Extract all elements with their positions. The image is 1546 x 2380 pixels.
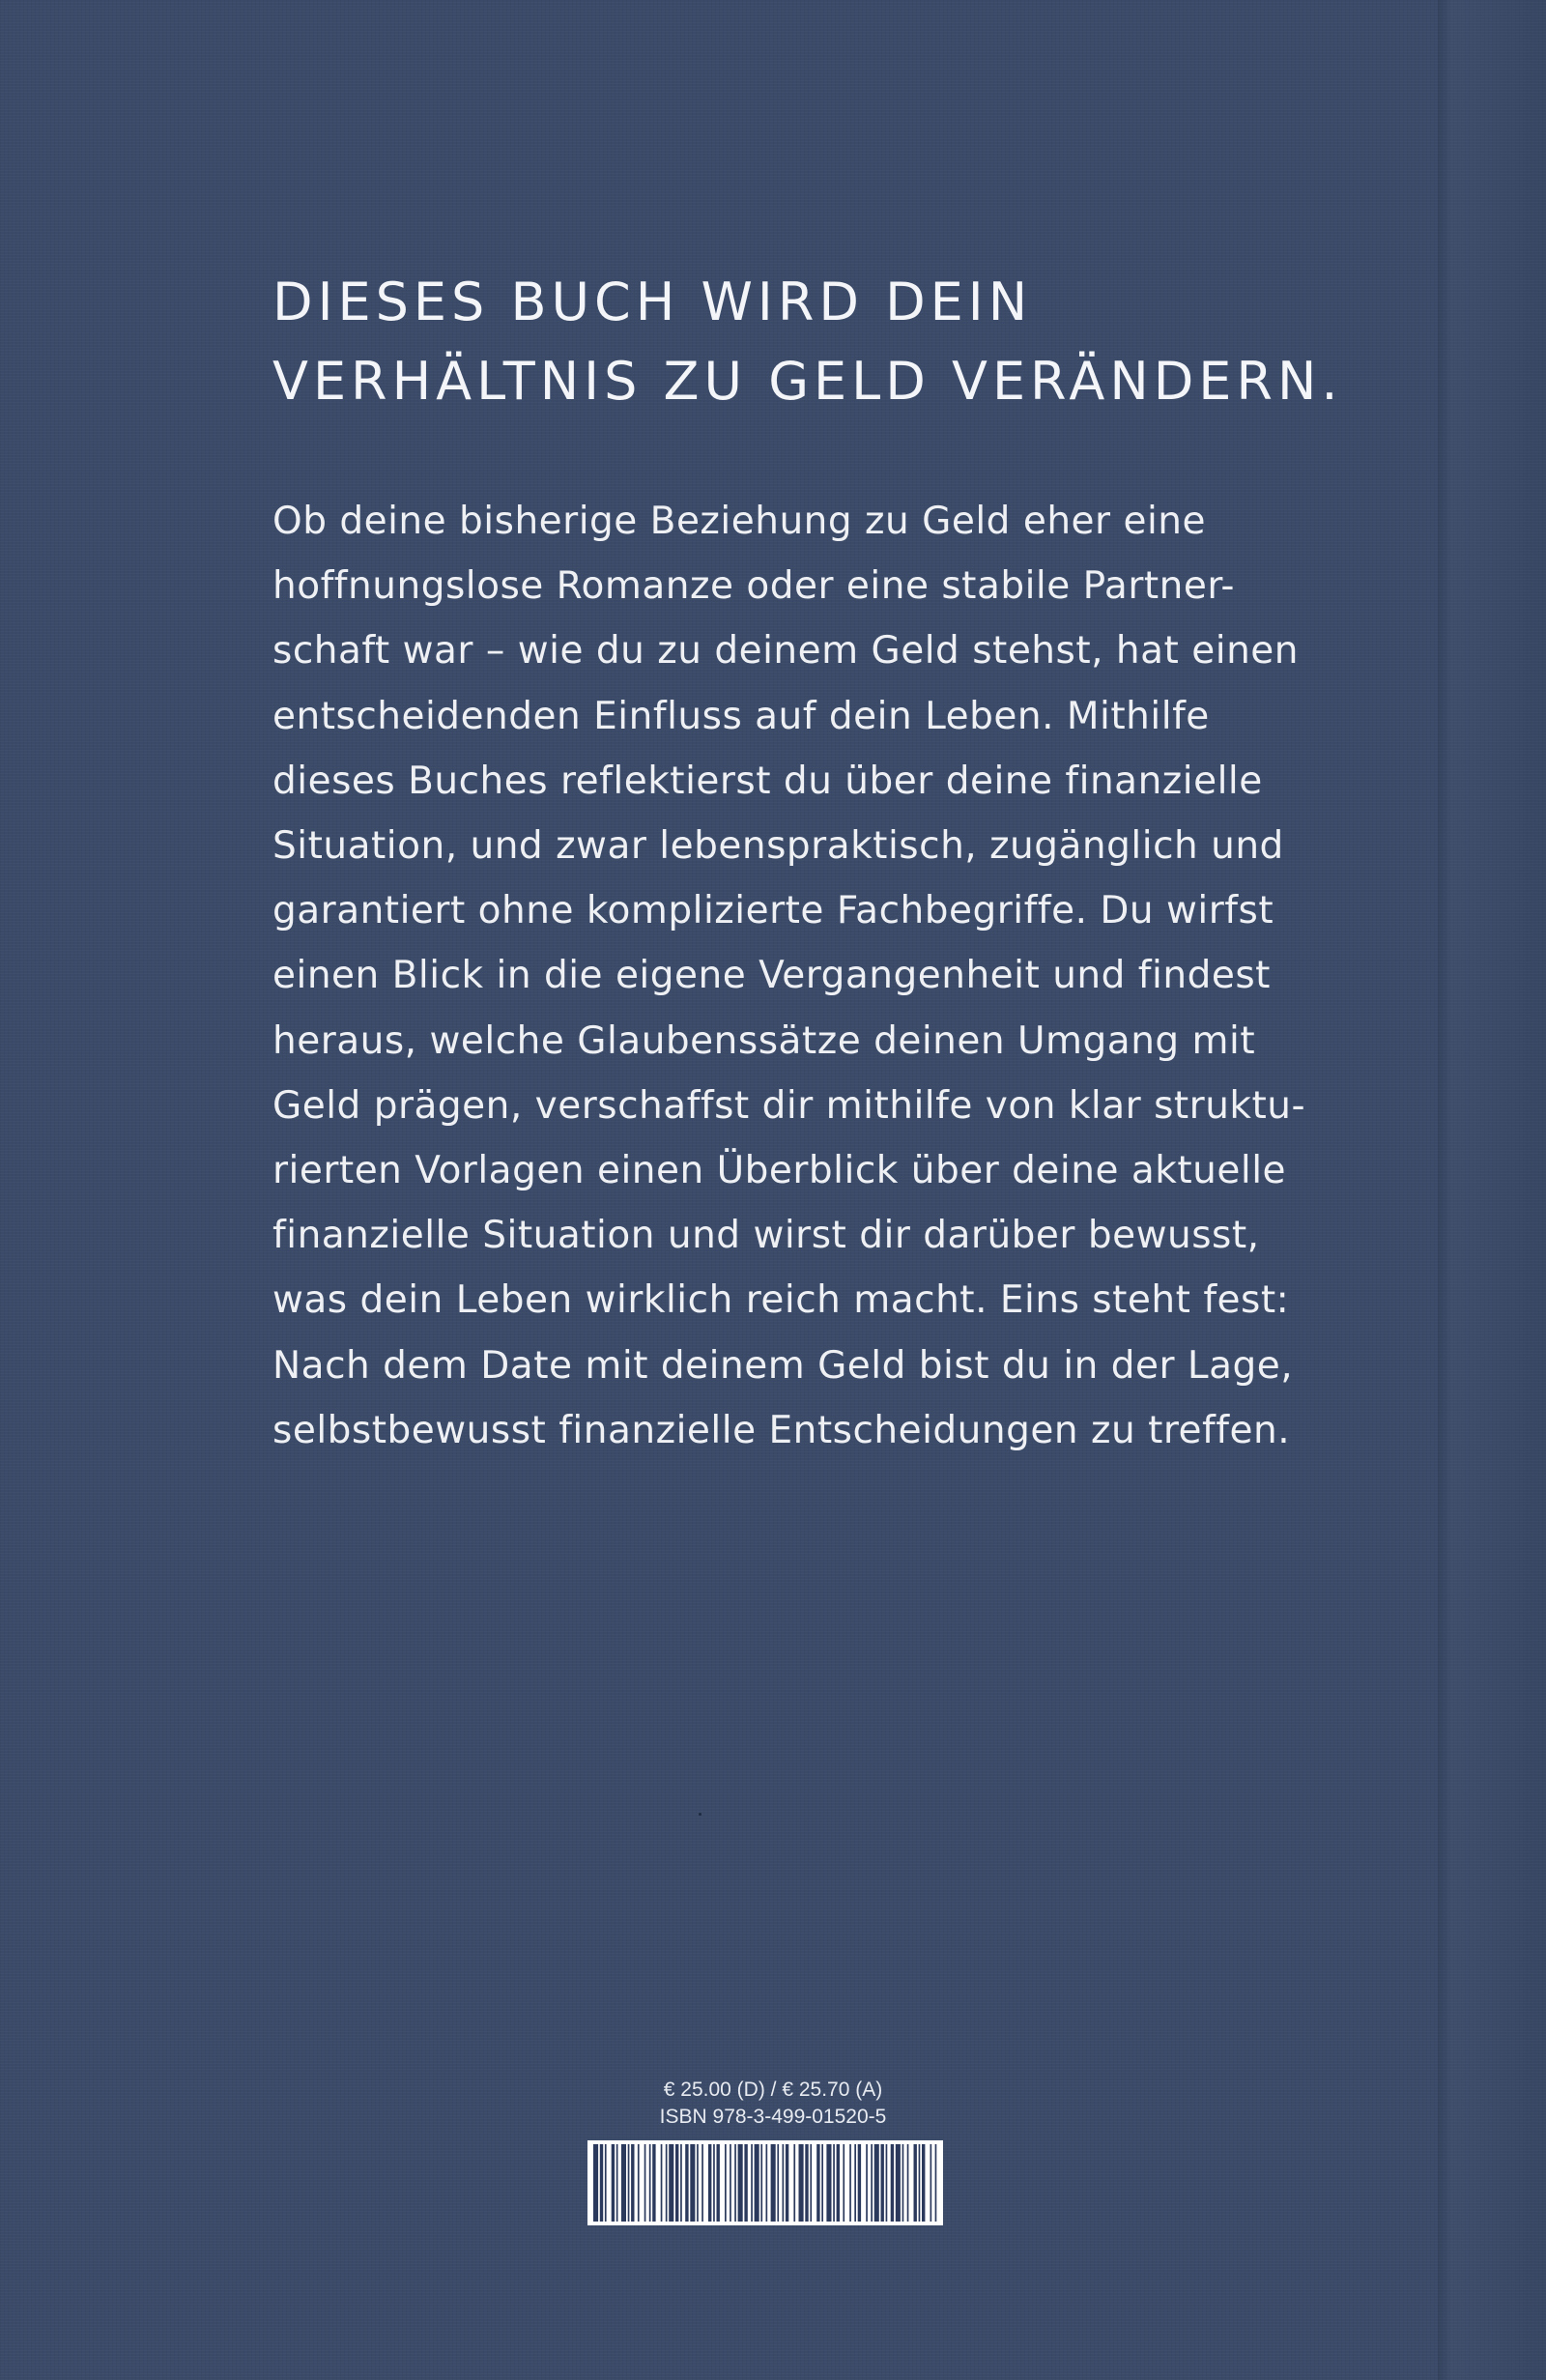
- barcode-bar: [751, 2144, 753, 2222]
- blurb-line: garantiert ohne komplizierte Fachbegriffe. Du wirfst: [272, 889, 1274, 933]
- barcode-bar: [886, 2144, 888, 2222]
- barcode-bar: [843, 2144, 845, 2222]
- barcode-bar: [810, 2144, 812, 2222]
- barcode-bar: [690, 2144, 695, 2222]
- blurb-line: finanzielle Situation und wirst dir darüber bewusst,: [272, 1214, 1260, 1258]
- barcode-bar: [717, 2144, 720, 2222]
- barcode-bar: [621, 2144, 626, 2222]
- barcode-bar: [935, 2144, 937, 2222]
- barcode-bar: [738, 2144, 743, 2222]
- spine-edge: [1438, 0, 1546, 2380]
- barcode-graphic: [587, 2140, 943, 2225]
- barcode-bar: [649, 2144, 651, 2222]
- barcode-bar: [891, 2144, 894, 2222]
- headline: [272, 263, 1393, 421]
- headline-line: DIESES BUCH WIRD DEIN: [272, 272, 1033, 332]
- barcode-bar: [652, 2144, 655, 2222]
- barcode: [587, 2140, 943, 2225]
- blurb-line: einen Blick in die eigene Vergangenheit und findest: [272, 954, 1271, 998]
- barcode-bar: [922, 2144, 925, 2222]
- blurb-text: [272, 489, 1432, 1463]
- barcode-bar: [826, 2144, 831, 2222]
- blurb-line: Nach dem Date mit deinem Geld bist du in der Lage,: [272, 1343, 1294, 1388]
- barcode-bar: [821, 2144, 823, 2222]
- barcode-bar: [666, 2144, 668, 2222]
- barcode-bar: [708, 2144, 711, 2222]
- blurb-line: rierten Vorlagen einen Überblick über deine aktuelle: [272, 1149, 1287, 1193]
- barcode-bar: [628, 2144, 630, 2222]
- barcode-bar: [631, 2144, 634, 2222]
- barcode-bar: [612, 2144, 615, 2222]
- barcode-bar: [771, 2144, 776, 2222]
- barcode-bar: [858, 2144, 861, 2222]
- barcode-bar: [755, 2144, 759, 2222]
- blurb-line: entscheidenden Einfluss auf dein Leben. Mithilfe: [272, 694, 1210, 738]
- barcode-bar: [866, 2144, 868, 2222]
- barcode-bar: [766, 2144, 768, 2222]
- barcode-bar: [854, 2144, 856, 2222]
- barcode-bar: [896, 2144, 901, 2222]
- barcode-bar: [744, 2144, 747, 2222]
- barcode-bar: [669, 2144, 673, 2222]
- barcode-bar: [881, 2144, 884, 2222]
- barcode-bar: [816, 2144, 819, 2222]
- barcode-bar: [930, 2144, 932, 2222]
- barcode-bar: [805, 2144, 808, 2222]
- barcode-bar: [600, 2144, 603, 2222]
- barcode-bar: [685, 2144, 688, 2222]
- barcode-bar: [661, 2144, 663, 2222]
- print-speck: [699, 1813, 701, 1816]
- barcode-bar: [907, 2144, 909, 2222]
- blurb-line: dieses Buches reflektierst du über deine finanzielle: [272, 759, 1263, 803]
- barcode-bar: [783, 2144, 785, 2222]
- barcode-bar: [919, 2144, 921, 2222]
- barcode-bar: [675, 2144, 678, 2222]
- barcode-bar: [730, 2144, 731, 2222]
- blurb-line: schaft war – wie du zu deinem Geld stehst, hat einen: [272, 629, 1299, 674]
- barcode-bar: [793, 2144, 795, 2222]
- blurb-line: selbstbewusst finanzielle Entscheidungen zu treffen.: [272, 1408, 1291, 1452]
- barcode-bar: [697, 2144, 699, 2222]
- barcode-bar: [638, 2144, 640, 2222]
- price-label: € 25.00 (D) / € 25.70 (A): [663, 2079, 883, 2101]
- barcode-bar: [777, 2144, 779, 2222]
- barcode-bar: [644, 2144, 646, 2222]
- blurb-line: Ob deine bisherige Beziehung zu Geld eher eine: [272, 500, 1207, 543]
- barcode-bar: [786, 2144, 788, 2222]
- blurb-line: hoffnungslose Romanze oder eine stabile Partner-: [272, 564, 1235, 609]
- barcode-bar: [837, 2144, 840, 2222]
- barcode-bar: [725, 2144, 727, 2222]
- barcode-bar: [680, 2144, 682, 2222]
- barcode-bar: [874, 2144, 879, 2222]
- barcode-bar: [760, 2144, 762, 2222]
- blurb-line: was dein Leben wirklich reich macht. Eins steht fest:: [272, 1278, 1290, 1323]
- barcode-bar: [734, 2144, 736, 2222]
- barcode-bar: [849, 2144, 851, 2222]
- barcode-bar: [593, 2144, 598, 2222]
- barcode-bar: [713, 2144, 715, 2222]
- blurb-line: heraus, welche Glaubenssätze deinen Umgang mit: [272, 1018, 1256, 1063]
- barcode-bar: [902, 2144, 904, 2222]
- blurb-line: Situation, und zwar lebenspraktisch, zugänglich und: [272, 824, 1284, 869]
- barcode-bar: [871, 2144, 873, 2222]
- barcode-bar: [605, 2144, 607, 2222]
- barcode-bar: [914, 2144, 917, 2222]
- barcode-bar: [701, 2144, 703, 2222]
- barcode-bar: [616, 2144, 618, 2222]
- barcode-bar: [833, 2144, 835, 2222]
- blurb-line: Geld prägen, verschaffst dir mithilfe von klar struktu-: [272, 1083, 1306, 1128]
- headline-line: VERHÄLTNIS ZU GELD VERÄNDERN.: [272, 351, 1343, 412]
- barcode-bar: [799, 2144, 804, 2222]
- isbn-label: ISBN 978-3-499-01520-5: [659, 2106, 887, 2128]
